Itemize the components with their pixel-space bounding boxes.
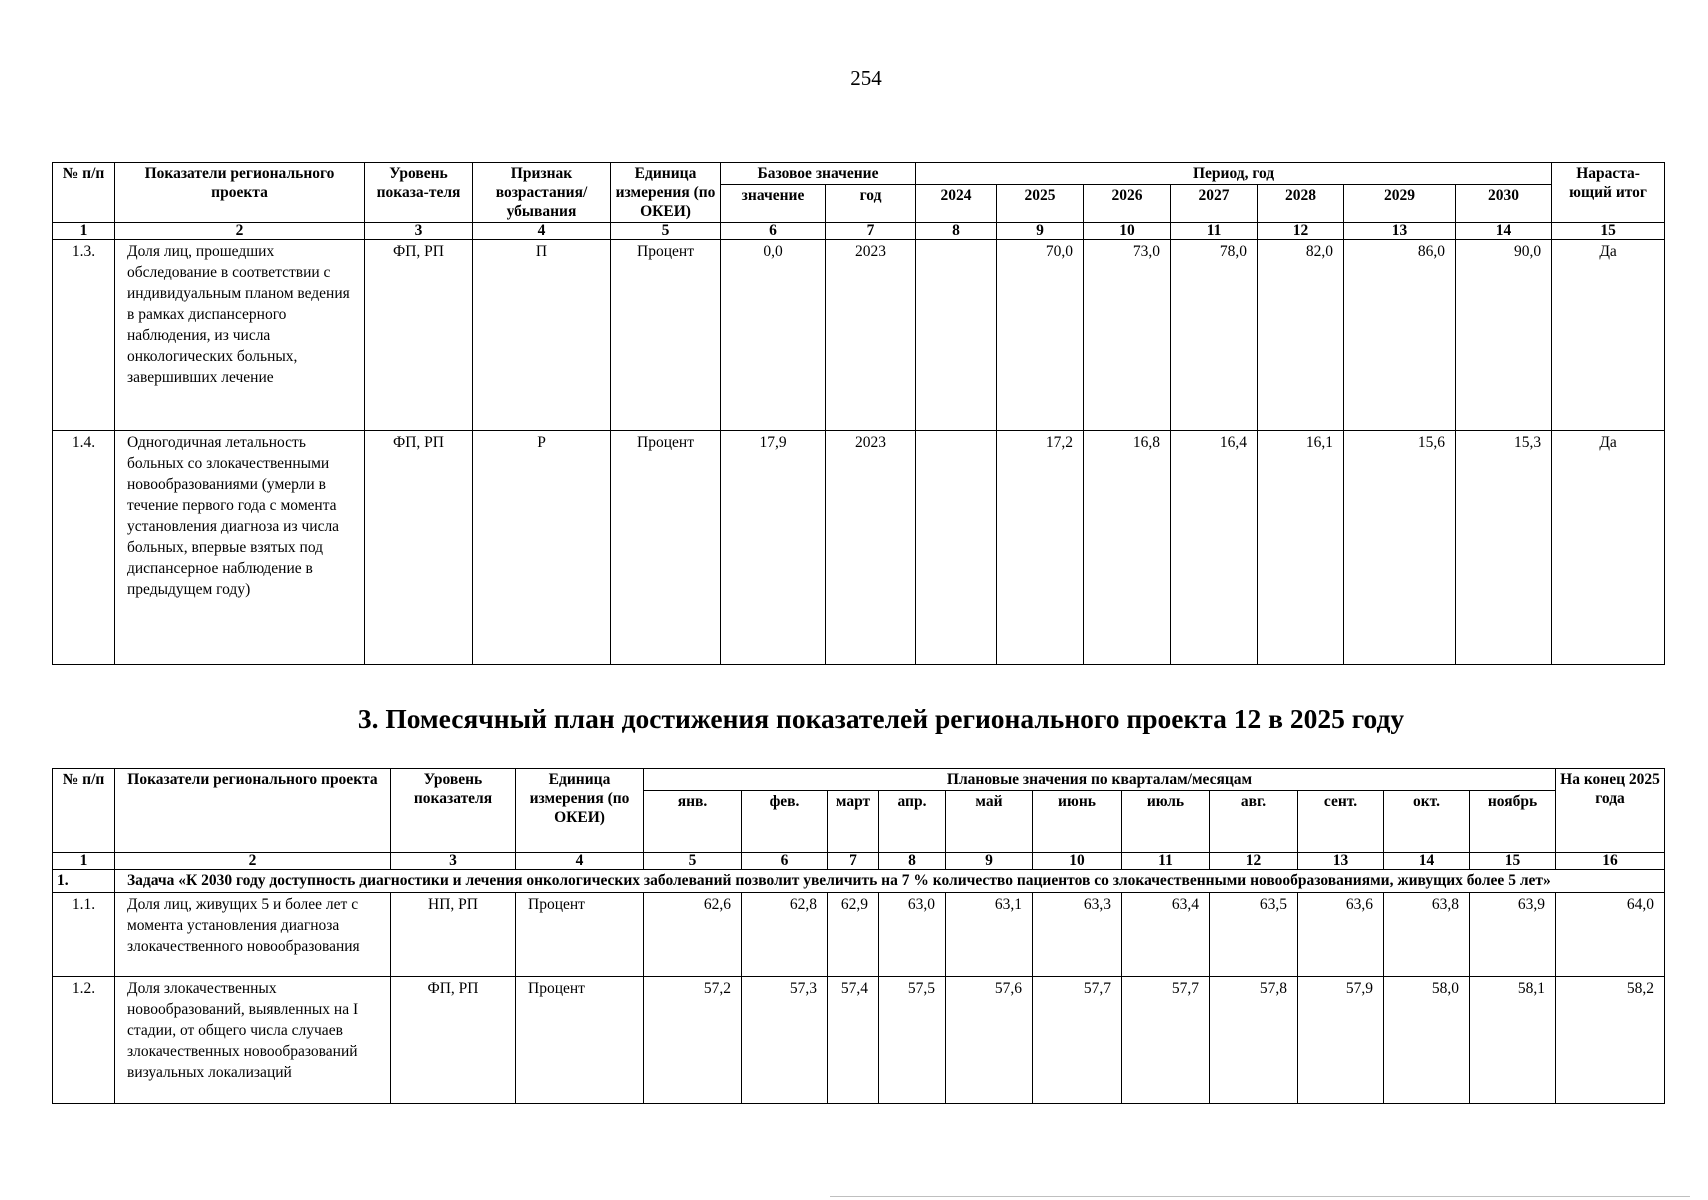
row-month-value: 57,4 (828, 977, 879, 1104)
col-number: 6 (742, 853, 828, 870)
row-base-year: 2023 (826, 431, 916, 665)
header-name: Показатели регионального проекта (115, 163, 365, 223)
row-month-value: 57,7 (1122, 977, 1210, 1104)
header-base-value: значение (721, 185, 826, 223)
row-num: 1.3. (53, 240, 115, 431)
row-level: НП, РП (391, 893, 516, 977)
col-number: 12 (1258, 223, 1344, 240)
row-level: ФП, РП (391, 977, 516, 1104)
col-number: 4 (516, 853, 644, 870)
col-number: 3 (391, 853, 516, 870)
row-year-value: 90,0 (1456, 240, 1552, 431)
task-text: Задача «К 2030 году доступность диагностики и лечения онкологических заболеваний позволит увеличить на 7 % количество пациентов со злокачественными новообразованиями, живущих более 5 лет» (115, 870, 1665, 893)
row-end-value: 64,0 (1556, 893, 1665, 977)
header-month: июнь (1033, 791, 1122, 853)
row-month-value: 57,7 (1033, 977, 1122, 1104)
row-year-value: 15,6 (1344, 431, 1456, 665)
row-year-value: 73,0 (1084, 240, 1171, 431)
header-year: 2024 (916, 185, 997, 223)
row-base-value: 17,9 (721, 431, 826, 665)
row-level: ФП, РП (365, 431, 473, 665)
col-number: 1 (53, 853, 115, 870)
table-row (53, 977, 1665, 1104)
col-number: 5 (644, 853, 742, 870)
row-month-value: 58,1 (1470, 977, 1556, 1104)
header-month: сент. (1298, 791, 1384, 853)
row-num: 1.2. (53, 977, 115, 1104)
row-unit: Процент (516, 893, 644, 977)
header-month: июль (1122, 791, 1210, 853)
row-base-value: 0,0 (721, 240, 826, 431)
col-number: 16 (1556, 853, 1665, 870)
header-end: На конец 2025 года (1556, 769, 1665, 853)
row-month-value: 57,9 (1298, 977, 1384, 1104)
col-number: 2 (115, 853, 391, 870)
row-month-value: 57,5 (879, 977, 946, 1104)
row-year-value: 15,3 (1456, 431, 1552, 665)
row-sign: П (473, 240, 611, 431)
header-month: ноябрь (1470, 791, 1556, 853)
task-row (53, 870, 1665, 893)
row-year-value: 16,1 (1258, 431, 1344, 665)
task-num: 1. (53, 870, 115, 893)
row-month-value: 57,2 (644, 977, 742, 1104)
header-year: 2025 (997, 185, 1084, 223)
header-level: Уровень показа-теля (365, 163, 473, 223)
col-number: 1 (53, 223, 115, 240)
row-year-value: 16,4 (1171, 431, 1258, 665)
row-year-value: 16,8 (1084, 431, 1171, 665)
row-month-value: 63,0 (879, 893, 946, 977)
header-name: Показатели регионального проекта (115, 769, 391, 853)
row-month-value: 57,3 (742, 977, 828, 1104)
row-cumulative: Да (1552, 240, 1665, 431)
table2-column-numbers (53, 853, 1665, 870)
row-base-year: 2023 (826, 240, 916, 431)
col-number: 12 (1210, 853, 1298, 870)
header-unit: Единица измерения (по ОКЕИ) (516, 769, 644, 853)
row-unit: Процент (611, 431, 721, 665)
table1-column-numbers (53, 223, 1665, 240)
table-row (53, 240, 1665, 431)
row-month-value: 63,9 (1470, 893, 1556, 977)
row-month-value: 62,9 (828, 893, 879, 977)
row-cumulative: Да (1552, 431, 1665, 665)
col-number: 8 (879, 853, 946, 870)
header-level: Уровень показателя (391, 769, 516, 853)
row-year-value: 78,0 (1171, 240, 1258, 431)
scan-edge-line (830, 1196, 1690, 1197)
col-number: 14 (1456, 223, 1552, 240)
header-planned: Плановые значения по кварталам/месяцам (644, 769, 1556, 791)
header-year: 2027 (1171, 185, 1258, 223)
header-month: май (946, 791, 1033, 853)
row-month-value: 63,3 (1033, 893, 1122, 977)
col-number: 11 (1122, 853, 1210, 870)
col-number: 10 (1084, 223, 1171, 240)
row-name: Доля лиц, прошедших обследование в соответствии с индивидуальным планом ведения в рамках диспансерного наблюдения, из числа онкологических больных, завершивших лечение (115, 240, 365, 431)
col-number: 15 (1552, 223, 1665, 240)
row-month-value: 63,6 (1298, 893, 1384, 977)
row-name: Доля злокачественных новообразований, выявленных на I стадии, от общего числа случаев злокачественных новообразований визуальных локализаций (115, 977, 391, 1104)
row-end-value: 58,2 (1556, 977, 1665, 1104)
col-number: 14 (1384, 853, 1470, 870)
col-number: 15 (1470, 853, 1556, 870)
header-unit: Единица измерения (по ОКЕИ) (611, 163, 721, 223)
col-number: 6 (721, 223, 826, 240)
row-unit: Процент (516, 977, 644, 1104)
header-year: 2026 (1084, 185, 1171, 223)
row-month-value: 58,0 (1384, 977, 1470, 1104)
header-period: Период, год (916, 163, 1552, 185)
table2-header-row-1 (53, 769, 1665, 791)
row-month-value: 62,6 (644, 893, 742, 977)
row-year-value: 82,0 (1258, 240, 1344, 431)
row-name: Одногодичная летальность больных со злокачественными новообразованиями (умерли в течение первого года с момента установления диагноза из числа больных, впервые взятых под диспансерное наблюдение в предыдущем году) (115, 431, 365, 665)
page-number: 254 (850, 66, 882, 90)
row-sign: Р (473, 431, 611, 665)
row-num: 1.4. (53, 431, 115, 665)
header-num: № п/п (53, 163, 115, 223)
row-level: ФП, РП (365, 240, 473, 431)
monthly-plan-table (52, 768, 1665, 1104)
header-month: март (828, 791, 879, 853)
col-number: 13 (1298, 853, 1384, 870)
col-number: 2 (115, 223, 365, 240)
header-num: № п/п (53, 769, 115, 853)
header-year: 2029 (1344, 185, 1456, 223)
row-year-value: 17,2 (997, 431, 1084, 665)
header-month: окт. (1384, 791, 1470, 853)
header-year: 2030 (1456, 185, 1552, 223)
col-number: 3 (365, 223, 473, 240)
col-number: 5 (611, 223, 721, 240)
row-name: Доля лиц, живущих 5 и более лет с момента установления диагноза злокачественного новообразования (115, 893, 391, 977)
header-base: Базовое значение (721, 163, 916, 185)
col-number: 8 (916, 223, 997, 240)
row-month-value: 57,8 (1210, 977, 1298, 1104)
indicators-table (52, 162, 1665, 665)
row-year-value (916, 240, 997, 431)
row-month-value: 63,8 (1384, 893, 1470, 977)
row-month-value: 57,6 (946, 977, 1033, 1104)
header-month: янв. (644, 791, 742, 853)
header-month: апр. (879, 791, 946, 853)
header-month: авг. (1210, 791, 1298, 853)
header-month: фев. (742, 791, 828, 853)
row-num: 1.1. (53, 893, 115, 977)
table-row (53, 431, 1665, 665)
col-number: 7 (828, 853, 879, 870)
section-title: 3. Помесячный план достижения показателей регионального проекта 12 в 2025 году (357, 703, 1405, 734)
table-row (53, 893, 1665, 977)
row-year-value (916, 431, 997, 665)
col-number: 11 (1171, 223, 1258, 240)
row-month-value: 63,5 (1210, 893, 1298, 977)
col-number: 13 (1344, 223, 1456, 240)
header-base-year: год (826, 185, 916, 223)
col-number: 9 (997, 223, 1084, 240)
col-number: 7 (826, 223, 916, 240)
row-year-value: 86,0 (1344, 240, 1456, 431)
header-year: 2028 (1258, 185, 1344, 223)
header-cumulative: Нараста-ющий итог (1552, 163, 1665, 223)
row-month-value: 63,4 (1122, 893, 1210, 977)
header-sign: Признак возрастания/ убывания (473, 163, 611, 223)
row-unit: Процент (611, 240, 721, 431)
col-number: 9 (946, 853, 1033, 870)
table1-header-row-1 (53, 163, 1665, 185)
col-number: 4 (473, 223, 611, 240)
row-year-value: 70,0 (997, 240, 1084, 431)
row-month-value: 63,1 (946, 893, 1033, 977)
row-month-value: 62,8 (742, 893, 828, 977)
col-number: 10 (1033, 853, 1122, 870)
